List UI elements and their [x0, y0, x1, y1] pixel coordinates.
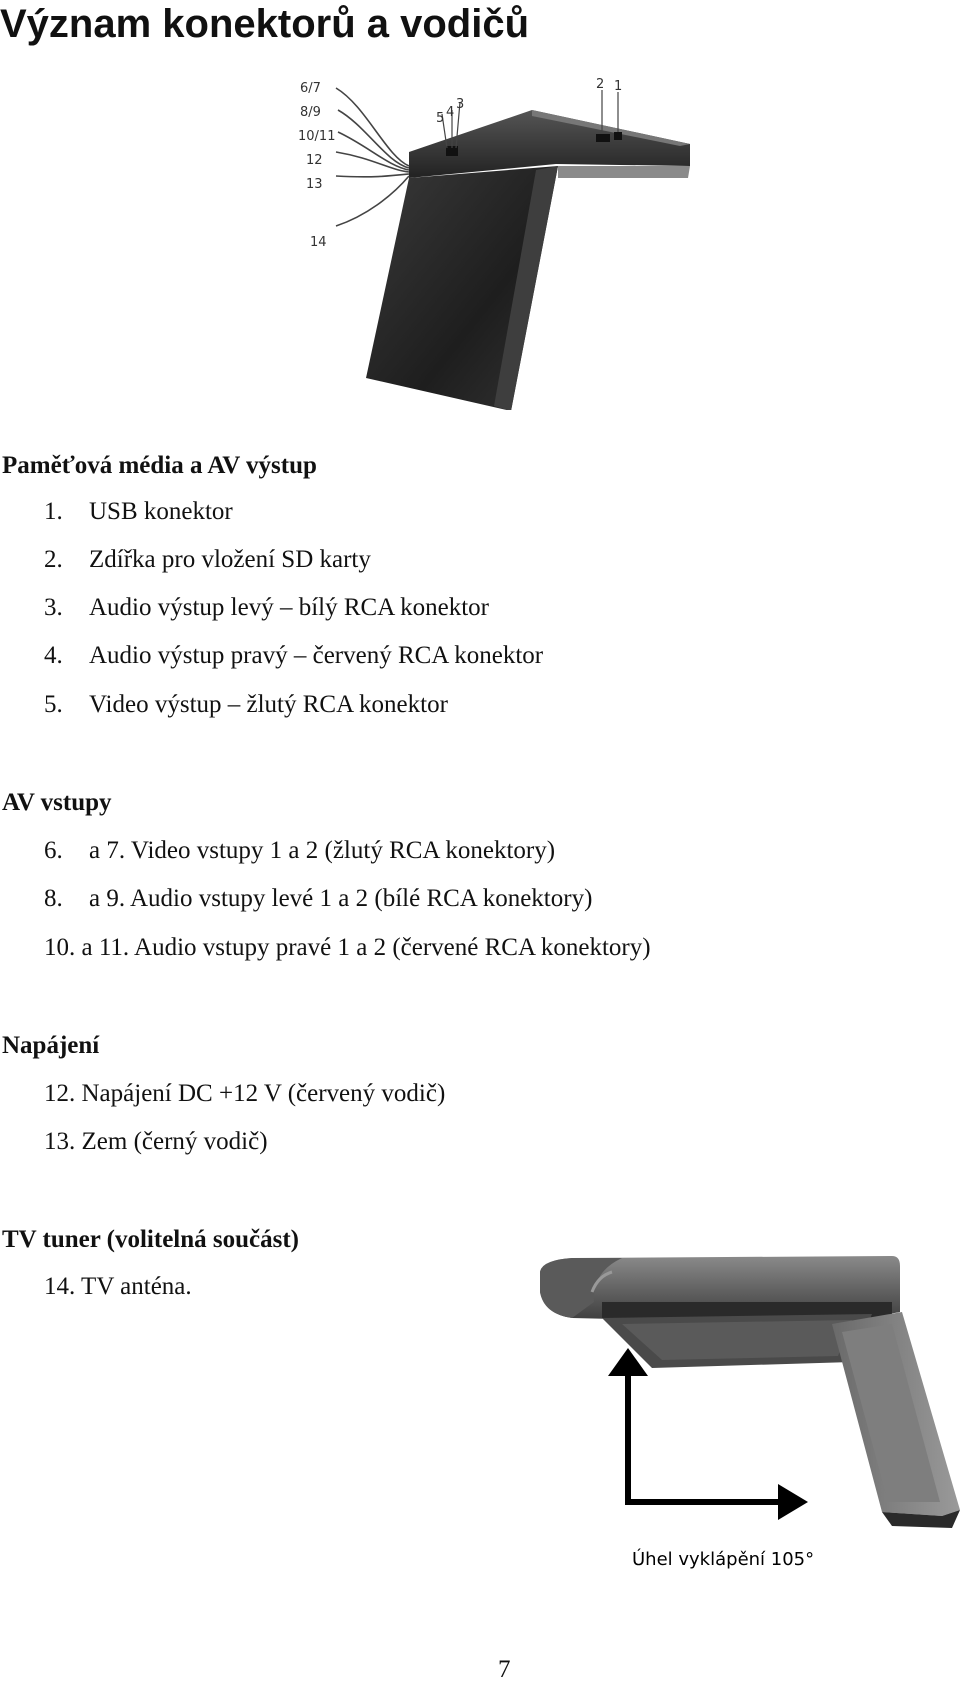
section-heading-power: Napájení — [2, 1032, 100, 1059]
list-item-num: 5. — [44, 691, 63, 718]
section-heading-media: Paměťová média a AV výstup — [2, 452, 317, 479]
tilt-angle-figure — [532, 1252, 960, 1582]
callout-14: 14 — [310, 235, 327, 250]
tilt-angle-caption: Úhel vyklápění 105° — [632, 1549, 815, 1570]
list-item: Zdířka pro vložení SD karty — [89, 546, 371, 573]
page-title: Význam konektorů a vodičů — [0, 2, 530, 46]
list-item: Audio výstup levý – bílý RCA konektor — [89, 594, 489, 621]
list-item: Audio výstup pravý – červený RCA konektor — [89, 642, 544, 669]
list-item: 12. Napájení DC +12 V (červený vodič) — [44, 1080, 446, 1107]
callout-2: 2 — [596, 77, 605, 92]
callout-10-11: 10/11 — [298, 129, 336, 144]
callout-12: 12 — [306, 153, 323, 168]
list-item: 10. a 11. Audio vstupy pravé 1 a 2 (červené RCA konektory) — [44, 934, 651, 961]
page-number: 7 — [498, 1656, 511, 1683]
list-item-num: 2. — [44, 546, 63, 573]
list-item-num: 1. — [44, 498, 63, 525]
section-heading-av-inputs: AV vstupy — [2, 789, 112, 816]
list-item-num: 3. — [44, 594, 63, 621]
list-item: Video výstup – žlutý RCA konektor — [89, 691, 448, 718]
list-item-num: 8. — [44, 885, 63, 912]
callout-3: 3 — [456, 97, 465, 112]
list-item-num: 6. — [44, 837, 63, 864]
callout-1: 1 — [614, 79, 623, 94]
list-item: 13. Zem (černý vodič) — [44, 1128, 268, 1155]
list-item: a 9. Audio vstupy levé 1 a 2 (bílé RCA konektory) — [89, 885, 593, 912]
list-item: 14. TV anténa. — [44, 1273, 192, 1300]
callout-8-9: 8/9 — [300, 105, 321, 120]
list-item: a 7. Video vstupy 1 a 2 (žlutý RCA konektory) — [89, 837, 556, 864]
list-item: USB konektor — [89, 498, 233, 525]
callout-4: 4 — [446, 105, 455, 120]
list-item-num: 4. — [44, 642, 63, 669]
section-heading-tv-tuner: TV tuner (volitelná součást) — [2, 1226, 299, 1253]
monitor-connectors-figure — [296, 66, 742, 410]
callout-5: 5 — [436, 111, 445, 126]
callout-13: 13 — [306, 177, 323, 192]
callout-6-7: 6/7 — [300, 81, 321, 96]
